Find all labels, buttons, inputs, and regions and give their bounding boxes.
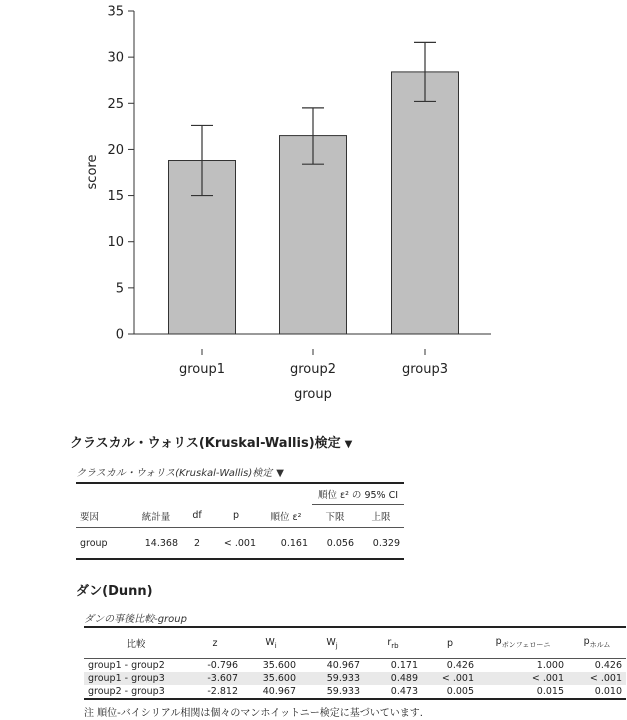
empty-header-cell <box>76 483 312 505</box>
x-axis-label: group <box>294 387 332 402</box>
cell-rrb: 0.489 <box>364 672 422 685</box>
bar-group2 <box>280 136 347 334</box>
caret-down-icon[interactable]: ▼ <box>276 468 284 479</box>
table-row <box>84 672 626 685</box>
header-p-bonferroni <box>478 627 568 659</box>
header-rrb <box>364 627 422 659</box>
x-axis <box>134 334 491 377</box>
y-tick-label: 25 <box>107 96 124 112</box>
cell-comparison: group2 - group3 <box>88 686 165 697</box>
header-pholm-sub: ホルム <box>589 640 611 649</box>
header-z-text: z <box>212 637 218 649</box>
cell-p: 0.426 <box>446 660 474 671</box>
y-tick-label: 0 <box>115 327 124 343</box>
cell-p: 0.005 <box>446 686 474 697</box>
header-pbonf-text: p <box>495 636 502 648</box>
table-row <box>76 528 404 560</box>
y-tick-label: 5 <box>115 281 124 297</box>
header-pholm-text: p <box>583 636 590 648</box>
cell-rrb: 0.171 <box>390 660 418 671</box>
header-df: df <box>182 505 212 528</box>
header-p-holm <box>568 627 626 659</box>
cell-p-holm: < .001 <box>568 672 626 685</box>
cell-epsilon: 0.161 <box>280 537 308 549</box>
cell-wi: 35.600 <box>262 660 296 671</box>
cell-z: -0.796 <box>207 660 238 671</box>
cell-wj: 59.933 <box>300 672 364 685</box>
table-row <box>84 685 626 699</box>
y-tick-label: 10 <box>107 235 124 251</box>
cell-wi: 40.967 <box>262 686 296 697</box>
y-axis-label: score <box>85 154 100 190</box>
cell-p-bonferroni: 0.015 <box>536 686 564 697</box>
kruskal-table-title[interactable] <box>76 464 284 479</box>
y-axis <box>107 5 134 343</box>
cell-p: < .001 <box>223 537 256 549</box>
header-p: p <box>212 505 260 528</box>
cell-factor: group <box>80 537 108 549</box>
header-rrb-sub: rb <box>391 641 399 650</box>
header-statistic: 統計量 <box>130 505 182 528</box>
header-upper: 上限 <box>358 505 404 528</box>
header-wj <box>300 627 364 659</box>
cell-rrb: 0.473 <box>390 686 418 697</box>
header-comparison: 比較 <box>84 627 188 659</box>
bar-group3 <box>392 72 459 334</box>
header-pbonf-sub: ボンフェローニ <box>501 640 551 649</box>
kruskal-section-title[interactable] <box>70 432 352 451</box>
cell-z: -3.607 <box>188 672 242 685</box>
ci-header: 順位 ε² の 95% CI <box>312 483 404 505</box>
kruskal-table-title-text: クラスカル・ウォリス(Kruskal-Wallis)検定 <box>76 468 273 479</box>
cell-wj: 40.967 <box>326 660 360 671</box>
cell-z: -2.812 <box>207 686 238 697</box>
y-tick-label: 30 <box>107 50 124 66</box>
dunn-section-title[interactable]: ダン(Dunn) <box>76 584 153 599</box>
kruskal-section-title-text: クラスカル・ウォリス(Kruskal-Wallis)検定 <box>70 436 341 451</box>
cell-wi: 35.600 <box>242 672 300 685</box>
cell-comparison: group1 - group2 <box>88 660 165 671</box>
caret-down-icon[interactable]: ▼ <box>344 439 353 450</box>
cell-p-holm: 0.426 <box>594 660 622 671</box>
cell-wj: 59.933 <box>326 686 360 697</box>
cell-lower: 0.056 <box>326 537 354 549</box>
header-wi-text: W <box>265 636 275 648</box>
header-factor: 要因 <box>76 505 130 528</box>
cell-df: 2 <box>193 537 201 549</box>
y-tick-label: 20 <box>107 142 124 158</box>
header-wi-sub: i <box>274 641 277 650</box>
header-rrb-text: r <box>387 636 392 648</box>
x-tick-label: group3 <box>401 362 449 377</box>
dunn-table <box>84 626 626 700</box>
table-note: 注 順位-バイシリアル相関は個々のマンホイットニー検定に基づいています. <box>84 708 423 719</box>
cell-upper: 0.329 <box>372 537 400 549</box>
cell-p: < .001 <box>422 672 478 685</box>
cell-p-bonferroni: < .001 <box>478 672 568 685</box>
cell-comparison: group1 - group3 <box>84 672 188 685</box>
x-tick-label: group2 <box>289 362 337 377</box>
header-lower: 下限 <box>312 505 358 528</box>
y-tick-label: 35 <box>107 4 124 20</box>
x-tick-label: group1 <box>178 362 226 377</box>
y-tick-label: 15 <box>107 189 124 205</box>
header-wi <box>242 627 300 659</box>
cell-p-holm: 0.010 <box>594 686 622 697</box>
header-wj-sub: j <box>335 641 338 650</box>
header-p: p <box>422 627 478 659</box>
table-row <box>84 659 626 673</box>
header-epsilon: 順位 ε² <box>260 505 312 528</box>
cell-statistic: 14.368 <box>144 537 178 549</box>
header-z <box>188 627 242 659</box>
header-wj-text: W <box>326 636 336 648</box>
kruskal-wallis-table <box>76 482 404 560</box>
cell-p-bonferroni: 1.000 <box>536 660 564 671</box>
dunn-table-title: ダンの事後比較-group <box>84 614 187 625</box>
